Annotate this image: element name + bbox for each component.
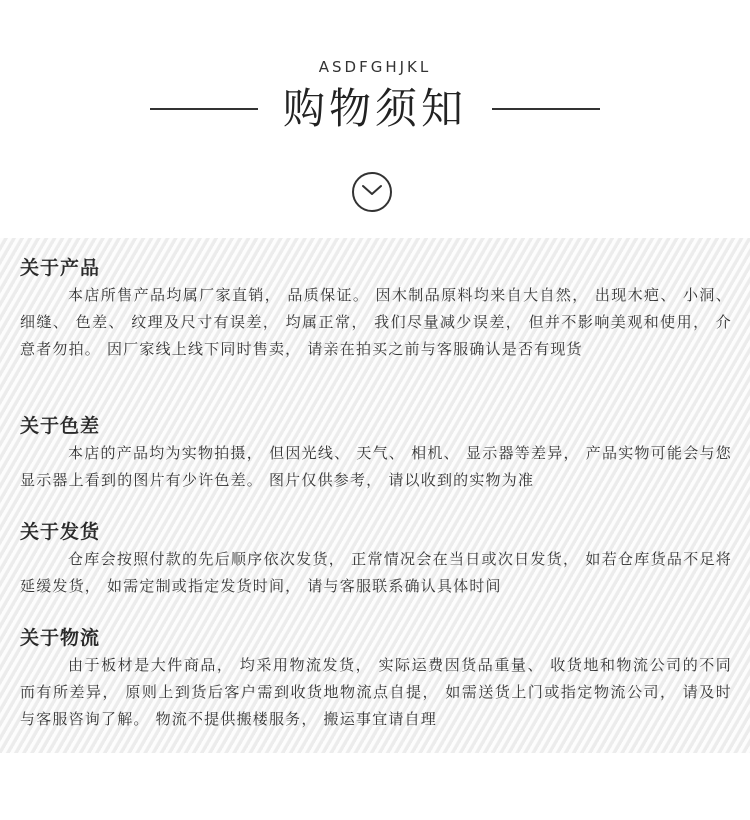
section-body: 仓库会按照付款的先后顺序依次发货， 正常情况会在当日或次日发货， 如若仓库货品不足将延缓发货， 如需定制或指定发货时间， 请与客服联系确认具体时间 [20, 550, 732, 595]
notice-content [0, 238, 750, 753]
header-subtitle: ASDFGHJKL [318, 58, 432, 76]
section-logistics [20, 624, 732, 733]
section-shipping [20, 518, 732, 600]
chevron-down-circle-icon [352, 172, 392, 212]
title-divider-right [492, 108, 600, 110]
page-title: 购物须知 [282, 84, 467, 133]
section-product [20, 254, 732, 363]
section-title: 关于色差 [20, 415, 101, 437]
section-body: 本店所售产品均属厂家直销， 品质保证。 因木制品原料均来自大自然， 出现木疤、 小洞、 细缝、 色差、 纹理及尺寸有误差， 均属正常， 我们尽量减少误差， 但并不影响美观和使用， 介意者勿拍。 因厂家线上线下同时售卖， 请亲在拍买之前与客服确认是否有现货 [20, 286, 732, 358]
section-body: 本店的产品均为实物拍摄， 但因光线、 天气、 相机、 显示器等差异， 产品实物可能会与您显示器上看到的图片有少许色差。 图片仅供参考， 请以收到的实物为准 [20, 444, 732, 489]
title-row [0, 80, 750, 140]
section-color-difference [20, 412, 732, 494]
section-title: 关于发货 [20, 521, 101, 543]
section-title: 关于产品 [20, 257, 101, 279]
title-divider-left [150, 108, 258, 110]
header [0, 0, 750, 230]
section-title: 关于物流 [20, 627, 101, 649]
section-body: 由于板材是大件商品， 均采用物流发货， 实际运费因货品重量、 收货地和物流公司的不同而有所差异， 原则上到货后客户需到收货地物流点自提， 如需送货上门或指定物流公司， 请及时与客服咨询了解。 物流不提供搬楼服务， 搬运事宜请自理 [20, 656, 732, 728]
